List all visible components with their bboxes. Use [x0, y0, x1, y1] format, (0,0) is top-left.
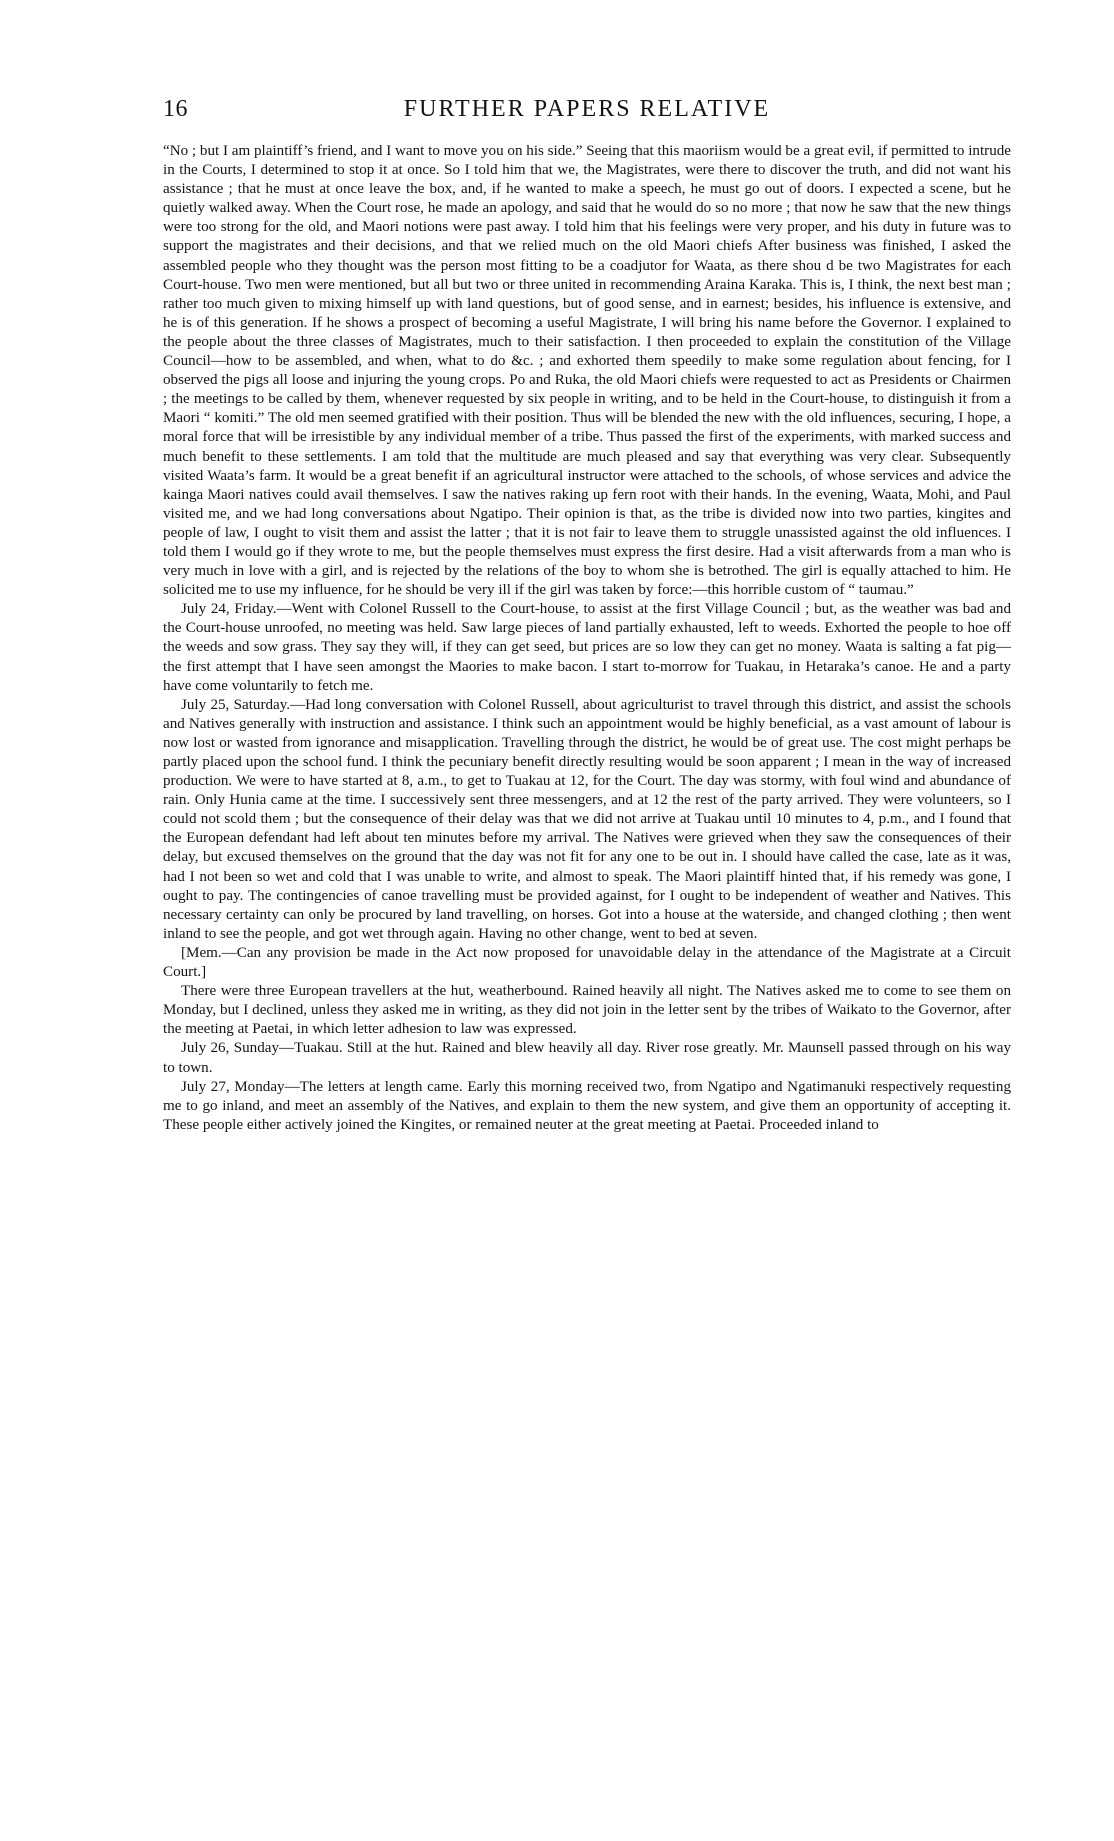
- running-title: FURTHER PAPERS RELATIVE: [403, 96, 771, 122]
- paragraph: July 24, Friday.—Went with Colonel Russell to the Court-house, to assist at the first Village Council ; but, as the weather was bad and the Court-house unroofed, no meeting was held. Saw large pieces of land partially exhausted, left to weeds. Exhorted the people to hoe off the weeds and sow grass. They say they will, if they can get seed, but prices are so low they can get no money. Waata is salting a fat pig—the first attempt that I have seen amongst the Maories to make bacon. I start to-morrow for Tuakau, in Hetaraka’s canoe. He and a party have come voluntarily to fetch me.: [163, 601, 1011, 694]
- paragraph: “No ; but I am plaintiff’s friend, and I want to move you on his side.” Seeing that this maoriism would be a great evil, if permitted to intrude in the Courts, I determined to stop it at once. So I told him that we, the Magistrates, were there to discover the truth, and did not want his assistance ; that he must at once leave the box, and, if he wanted to make a speech, he must go out of doors. I expected a scene, but he quietly walked away. When the Court rose, he made an apology, and said that he would do so no more ; that now he saw that the new things were too strong for the old, and Maori notions were past away. I told him that his feelings were very proper, and his duty in future was to support the magistrates and their decisions, and that we relied much on the old Maori chiefs After business was finished, I asked the assembled people who they thought was the person most fitting to be a coadjutor for Waata, as there shou d be two Magistrates for each Court-house. Two men were mentioned, but all but two or three united in recommending Araina Karaka. This is, I think, the next best man ; rather too much given to mixing himself up with land questions, but of good sense, and in earnest; besides, his influence is extensive, and he is of this generation. If he shows a prospect of becoming a useful Magistrate, I will bring his name before the Governor. I explained to the people about the three classes of Magistrates, much to their satisfaction. I then proceeded to explain the constitution of the Village Council—how to be assembled, and when, what to do &c. ; and exhorted them speedily to make some regulation about fencing, for I observed the pigs all loose and injuring the young crops. Po and Ruka, the old Maori chiefs were requested to act as Presidents or Chairmen ; the meetings to be called by them, whenever requested by six people in writing, and to be held in the Court-house, to distinguish it from a Maori “ komiti.” The old men seemed gratified with their position. Thus will be blended the new with the old influences, securing, I hope, a moral force that will be irresistible by any individual member of a tribe. Thus passed the first of the experiments, with marked success and much benefit to these settlements. I am told that the multitude are much pleased and say that everything was very clear. Subsequently visited Waata’s farm. It would be a great benefit if an agricultural instructor were attached to the schools, of whose services and advice the kainga Maori natives could avail themselves. I saw the natives raking up fern root with their hands. In the evening, Waata, Mohi, and Paul visited me, and we had long conversations about Ngatipo. Their opinion is that, as the tribe is divided now into two parties, kingites and people of law, I ought to visit them and assist the latter ; that it is not fair to leave them to struggle unassisted against the old influences. I told them I would go if they wrote to me, but the people themselves must express the first desire. Had a visit afterwards from a man who is very much in love with a girl, and is rejected by the relations of the boy to whom she is betrothed. The girl is equally attached to him. He solicited me to use my influence, for he should be very ill if the girl was taken by force:—this horrible custom of “ taumau.”: [163, 143, 1011, 599]
- memo-paragraph: [Mem.—Can any provision be made in the Act now proposed for unavoidable delay in the attendance of the Magistrate at a Circuit Court.]: [163, 944, 1011, 981]
- paragraph: There were three European travellers at the hut, weatherbound. Rained heavily all night. The Natives asked me to come to see them on Monday, but I declined, unless they asked me in writing, as they did not join in the letter sent by the tribes of Waikato to the Governor, after the meeting at Paetai, in which letter adhesion to law was expressed.: [163, 983, 1011, 1038]
- paragraph: July 26, Sunday—Tuakau. Still at the hut. Rained and blew heavily all day. River rose greatly. Mr. Maunsell passed through on his way to town.: [163, 1040, 1011, 1076]
- page-number: 16: [163, 96, 188, 122]
- page-header: [163, 96, 1011, 136]
- paragraph: July 25, Saturday.—Had long conversation with Colonel Russell, about agriculturist to travel through this district, and assist the schools and Natives generally with instruction and assistance. I think such an appointment would be highly beneficial, as a vast amount of labour is now lost or wasted from ignorance and misapplication. Travelling through the district, he would be of great use. The cost might perhaps be partly placed upon the school fund. I think the pecuniary benefit directly resulting would be soon apparent ; I mean in the way of increased production. We were to have started at 8, a.m., to get to Tuakau at 12, for the Court. The day was stormy, with foul wind and abundance of rain. Only Hunia came at the time. I successively sent three messengers, and at 12 the rest of the party arrived. They were volunteers, so I could not scold them ; but the consequence of their delay was that we did not arrive at Tuakau until 10 minutes to 4, p.m., and I found that the European defendant had left about ten minutes before my arrival. The Natives were grieved when they saw the consequences of their delay, but excused themselves on the ground that the day was not fit for any one to be out in. I should have called the case, late as it was, had I not been so wet and cold that I was unable to write, and almost to speak. The Maori plaintiff hinted that, if his remedy was gone, I ought to pay. The contingencies of canoe travelling must be provided against, for I ought to be independent of weather and Natives. This necessary certainty can only be procured by land travelling, on horses. Got into a house at the waterside, and changed clothing ; then went inland to see the people, and got wet through again. Having no other change, went to bed at seven.: [163, 696, 1011, 942]
- document-page: [163, 96, 1011, 1135]
- paragraph: July 27, Monday—The letters at length came. Early this morning received two, from Ngatipo and Ngatimanuki respectively requesting me to go inland, and meet an assembly of the Natives, and explain to them the new system, and give them an opportunity of accepting it. These people either actively joined the Kingites, or remained neuter at the great meeting at Paetai. Proceeded inland to: [163, 1078, 1011, 1133]
- body-text: [163, 142, 1011, 1135]
